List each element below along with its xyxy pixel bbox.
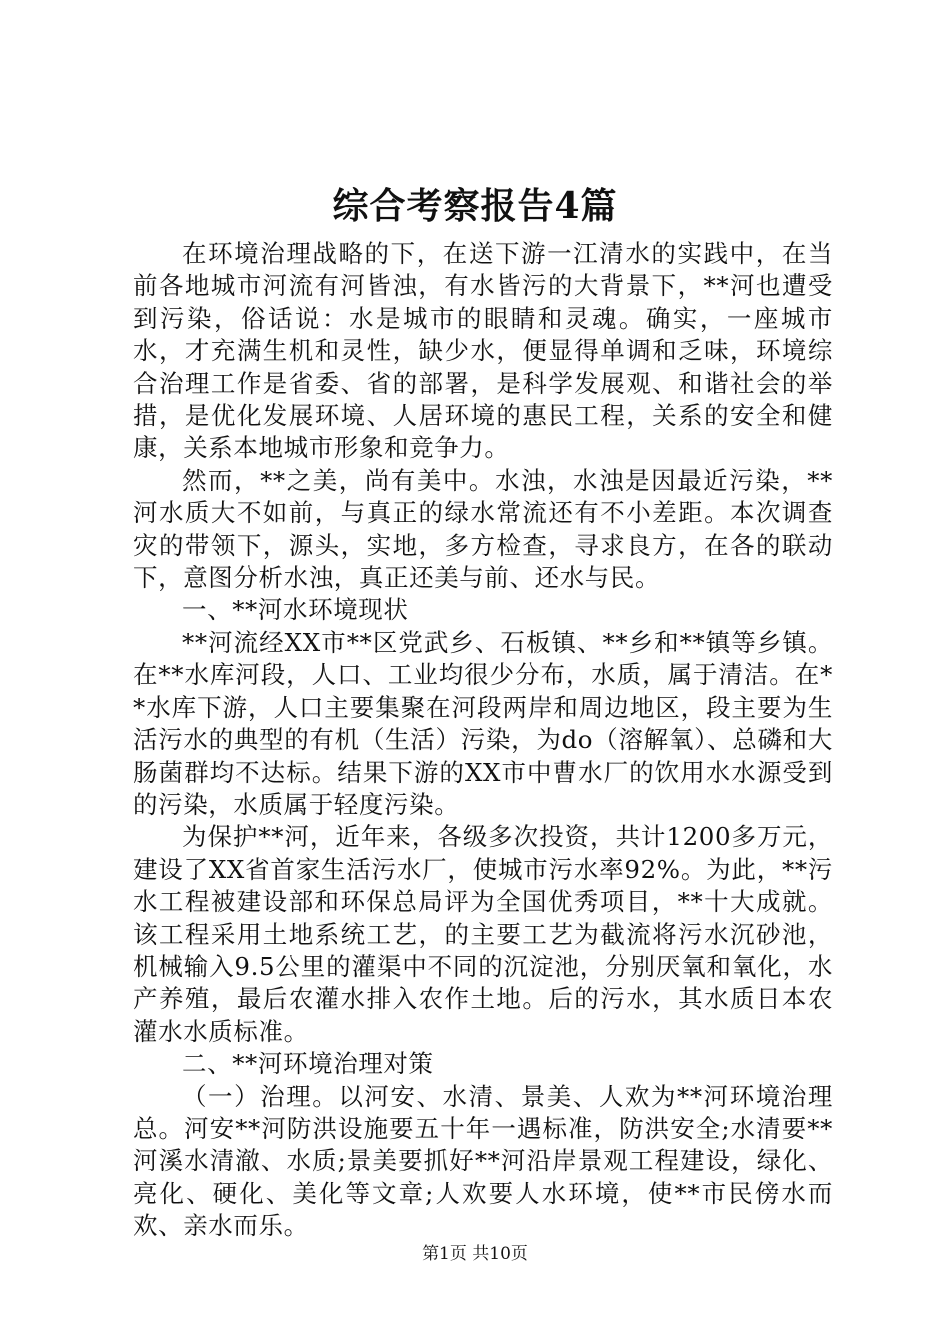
section-heading-status: 一、**河水环境现状 xyxy=(182,595,409,625)
paragraph-investment: 为保护**河，近年来，各级多次投资，共计1200多万元，建设了XX省首家生活污水厂，使城市污水率92%。为此，**污水工程被建设部和环保总局评为全国优秀项目，**十大成就。该工程采用土地系统工艺，的主要工艺为截流将污水沉砂池，机械输入9.5公里的灌渠中不同的沉淀池，分别厌氧和氧化，水产养殖，最后农灌水排入农作土地。后的污水，其水质日本农灌水水质标准。 xyxy=(133,822,834,1046)
paragraph-river-status: **河流经XX市**区党武乡、石板镇、**乡和**镇等乡镇。在**水库河段，人口、工业均很少分布，水质，属于清洁。在**水库下游，人口主要集聚在河段两岸和周边地区，段主要为生活污水的典型的有机（生活）污染，为do（溶解氧）、总磷和大肠菌群均不达标。结果下游的XX市中曹水厂的饮用水水源受到的污染，水质属于轻度污染。 xyxy=(133,627,833,819)
paragraph-intro: 在环境治理战略的下，在送下游一江清水的实践中，在当前各地城市河流有河皆浊，有水皆污的大背景下，**河也遭受到污染，俗话说：水是城市的眼睛和灵魂。确实，一座城市水，才充满生机和灵性，缺少水，便显得单调和乏味，环境综合治理工作是省委、省的部署，是科学发展观、和谐社会的举措，是优化发展环境、人居环境的惠民工程，关系的安全和健康，关系本地城市形象和竞争力。 xyxy=(133,239,833,463)
paragraph-however: 然而，**之美，尚有美中。水浊，水浊是因最近污染，**河水质大不如前，与真正的绿水常流还有不小差距。本次调查灾的带领下，源头，实地，多方检查，寻求良方，在各的联动下，意图分析水浊，真正还美与前、还水与民。 xyxy=(133,465,833,593)
section-heading-countermeasures: 二、**河环境治理对策 xyxy=(182,1049,434,1079)
page-footer: 第1页 共10页 xyxy=(422,1244,528,1264)
document-body xyxy=(133,238,833,1243)
paragraph-governance: （一）治理。以河安、水清、景美、人欢为**河环境治理总。河安**河防洪设施要五十年一遇标准，防洪安全;水清要**河溪水清澈、水质;景美要抓好**河沿岸景观工程建设，绿化、亮化、硬化、美化等文章;人欢要人水环境，使**市民傍水而欢、亲水而乐。 xyxy=(133,1081,833,1241)
page-title: 综合考察报告4篇 xyxy=(332,185,618,227)
